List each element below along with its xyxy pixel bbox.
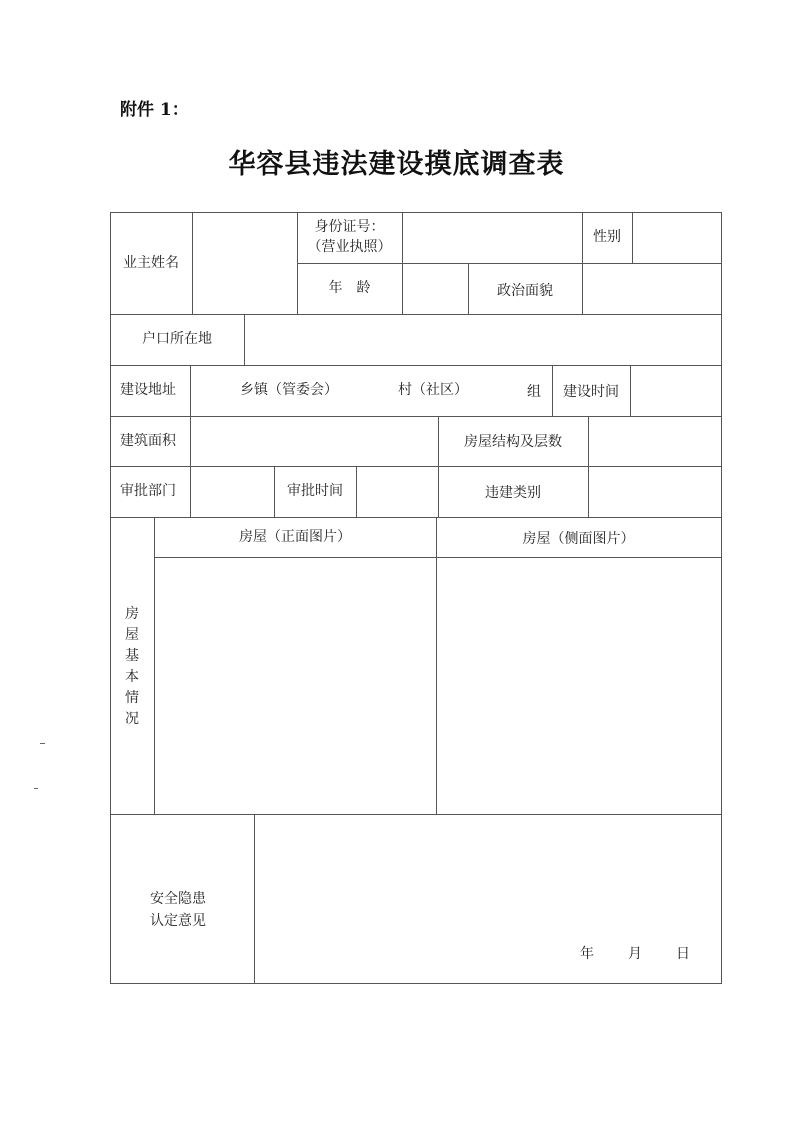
col-divider xyxy=(588,466,589,517)
col-divider xyxy=(630,365,631,416)
build-time-label: 建设时间 xyxy=(563,384,619,400)
form-title: 华容县违法建设摸底调查表 xyxy=(228,149,565,180)
table-border-left xyxy=(110,212,111,984)
approval-time-label: 审批时间 xyxy=(287,483,343,499)
business-license-label: （营业执照） xyxy=(307,239,392,255)
house-info-char: 况 xyxy=(125,711,139,727)
political-status-label: 政治面貌 xyxy=(497,283,553,299)
survey-form-table xyxy=(110,212,722,984)
date-month-label: 月 xyxy=(628,946,642,962)
house-info-char: 房 xyxy=(125,606,139,622)
age-label: 年 龄 xyxy=(328,280,371,296)
attachment-label: 附件 1： xyxy=(120,100,189,120)
scan-speck xyxy=(34,788,38,789)
col-divider xyxy=(192,212,193,314)
house-info-char: 屋 xyxy=(125,627,139,643)
photo-front-area[interactable] xyxy=(155,558,435,813)
col-divider xyxy=(190,466,191,517)
approval-dept-label: 审批部门 xyxy=(120,483,176,499)
gender-label: 性别 xyxy=(593,229,621,245)
col-divider xyxy=(588,416,589,466)
structure-floors-label: 房屋结构及层数 xyxy=(464,434,562,450)
build-address-label: 建设地址 xyxy=(120,382,176,398)
photo-front-label: 房屋（正面图片） xyxy=(239,529,351,545)
safety-opinion-label-line2: 认定意见 xyxy=(150,913,206,929)
col-divider xyxy=(254,814,255,984)
date-year-label: 年 xyxy=(580,946,594,962)
row-divider xyxy=(110,466,722,467)
col-divider xyxy=(402,212,403,314)
violation-type-label: 违建类别 xyxy=(485,485,541,501)
house-info-char: 本 xyxy=(125,669,139,685)
village-label: 村（社区） xyxy=(398,382,468,398)
col-divider xyxy=(632,212,633,263)
table-border-right xyxy=(721,212,722,984)
table-border-top xyxy=(110,212,722,213)
id-number-label: 身份证号： xyxy=(314,219,385,235)
col-divider xyxy=(190,365,191,416)
col-divider xyxy=(190,416,191,466)
household-location-label: 户口所在地 xyxy=(142,331,212,347)
row-divider xyxy=(110,314,722,315)
row-divider xyxy=(110,814,722,815)
scan-speck xyxy=(40,743,45,744)
house-info-label xyxy=(122,604,142,730)
date-day-label: 日 xyxy=(676,946,690,962)
photo-side-label: 房屋（侧面图片） xyxy=(522,531,635,547)
row-divider xyxy=(110,517,722,518)
row-divider xyxy=(297,263,722,264)
house-info-char: 基 xyxy=(125,648,139,664)
col-divider xyxy=(244,314,245,365)
owner-name-label: 业主姓名 xyxy=(123,255,179,271)
row-divider xyxy=(110,416,722,417)
house-info-char: 情 xyxy=(125,690,139,706)
col-divider xyxy=(356,466,357,517)
table-border-bottom xyxy=(110,983,722,984)
safety-opinion-label-line1: 安全隐患 xyxy=(150,891,206,907)
photo-side-area[interactable] xyxy=(437,558,720,813)
build-area-label: 建筑面积 xyxy=(120,433,176,449)
group-label: 组 xyxy=(527,384,541,400)
township-label: 乡镇（管委会） xyxy=(240,382,338,398)
col-divider xyxy=(582,263,583,314)
